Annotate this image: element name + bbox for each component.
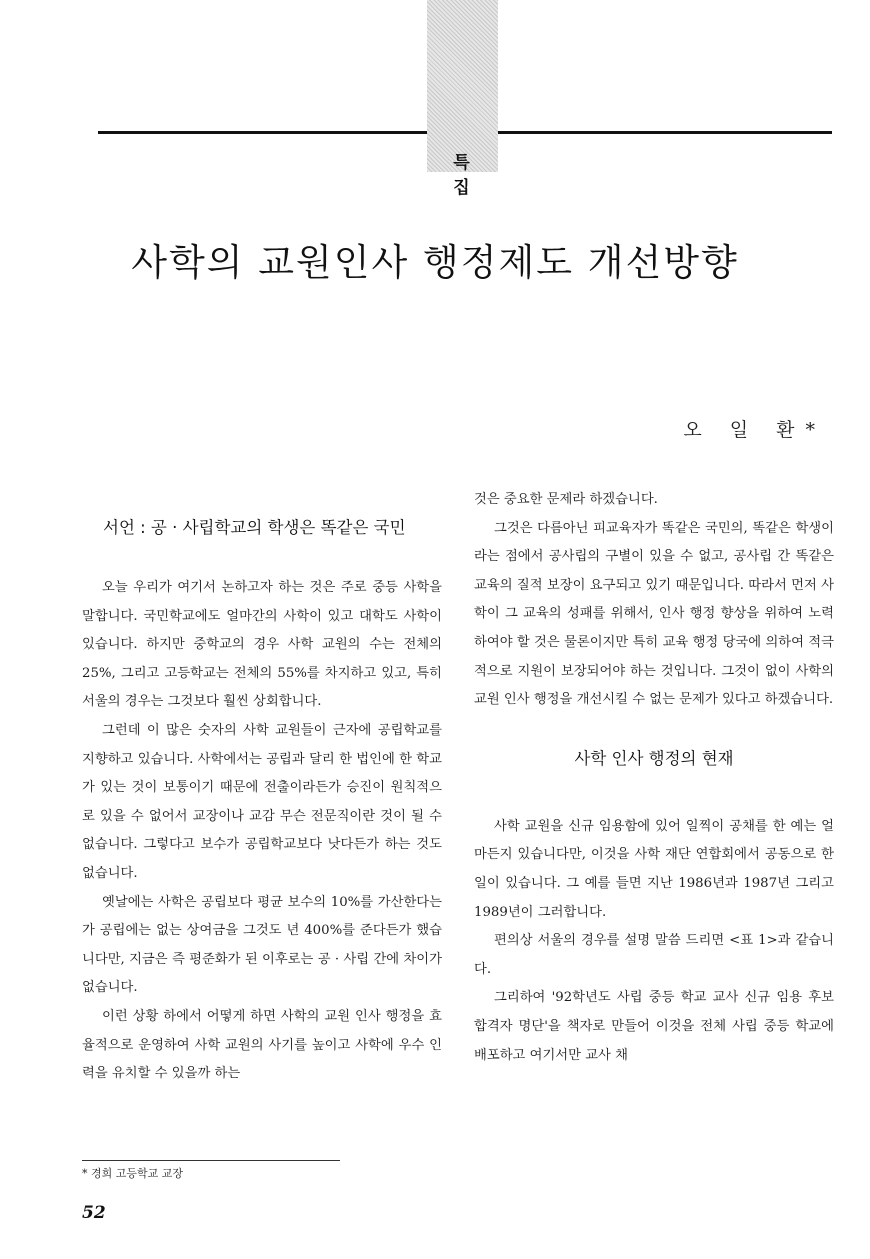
paragraph: 것은 중요한 문제라 하겠습니다. <box>474 492 658 507</box>
left-column <box>82 514 442 1089</box>
right-column <box>474 486 834 1070</box>
header-rule-left <box>98 131 428 134</box>
footnote-rule <box>82 1160 340 1161</box>
paragraph: 이런 상황 하에서 어떻게 하면 사학의 교원 인사 행정을 효율적으로 운영하여 사학 교원의 사기를 높이고 사학에 우수 인력을 유치할 수 있을까 하는 <box>82 1008 442 1082</box>
section-heading-intro: 서언 : 공 · 사립학교의 학생은 똑같은 국민 <box>103 518 406 537</box>
paragraph: 편의상 서울의 경우를 설명 말씀 드리면 <표 1>과 같습니다. <box>474 933 834 977</box>
paragraph: 오늘 우리가 여기서 논하고자 하는 것은 주로 중등 사학을 말합니다. 국민학교에도 얼마간의 사학이 있고 대학도 사학이 있습니다. 하지만 중학교의 경우 사학 교원의 수는 전체의 25%, 그리고 고등학교는 전체의 55%를 차지하고 있고, 특히 서울의 경우는 그것보다 훨씬 상회합니다. <box>82 580 442 710</box>
article-title: 사학의 교원인사 행정제도 개선방향 <box>131 241 739 284</box>
section-tab-label: 특 집 <box>453 153 482 198</box>
page-number: 52 <box>82 1203 106 1223</box>
footnote: * 경희 고등학교 교장 <box>82 1167 183 1180</box>
paragraph: 옛날에는 사학은 공립보다 평균 보수의 10%를 가산한다는가 공립에는 없는 상여금을 그것도 년 400%를 준다든가 했습니다만, 지금은 즉 평준화가 된 이후로는 공 · 사립 간에 차이가 없습니다. <box>82 894 442 996</box>
paragraph: 그것은 다름아닌 피교육자가 똑같은 국민의, 똑같은 학생이라는 점에서 공사립의 구별이 있을 수 없고, 공사립 간 똑같은 교육의 질적 보장이 요구되고 있기 때문입니다. 따라서 먼저 사학이 그 교육의 성패를 위해서, 인사 행정 향상을 위하여 노력하여야 할 것은 물론이지만 특히 교육 행정 당국에 의하여 적극적으로 지원이 보장되어야 하는 것입니다. 그것이 없이 사학의 교원 인사 행정을 개선시킬 수 없는 문제가 있다고 하겠습니다. <box>474 520 834 708</box>
paragraph: 그런데 이 많은 숫자의 사학 교원들이 근자에 공립학교를 지향하고 있습니다. 사학에서는 공립과 달리 한 법인에 한 학교가 있는 것이 보통이기 때문에 전출이라든가 승진이 원칙적으로 있을 수 없어서 교장이나 교감 무슨 전문직이란 것이 될 수 없습니다. 그렇다고 보수가 공립학교보다 낫다든가 하는 것도 없습니다. <box>82 722 442 881</box>
paragraph: 사학 교원을 신규 임용함에 있어 일찍이 공채를 한 예는 얼마든지 있습니다만, 이것을 사학 재단 연합회에서 공동으로 한 일이 있습니다. 그 예를 들면 지난 1986년과 1987년 그리고 1989년이 그러합니다. <box>474 818 834 920</box>
section-heading-current: 사학 인사 행정의 현재 <box>574 748 734 768</box>
header-rule-right <box>498 131 832 134</box>
paragraph: 그리하여 '92학년도 사립 중등 학교 교사 신규 임용 후보 합격자 명단'을 책자로 만들어 이것을 전체 사립 중등 학교에 배포하고 여기서만 교사 채 <box>474 990 834 1063</box>
section-tab <box>427 0 498 172</box>
author-name: 오 일 환* <box>683 419 826 441</box>
